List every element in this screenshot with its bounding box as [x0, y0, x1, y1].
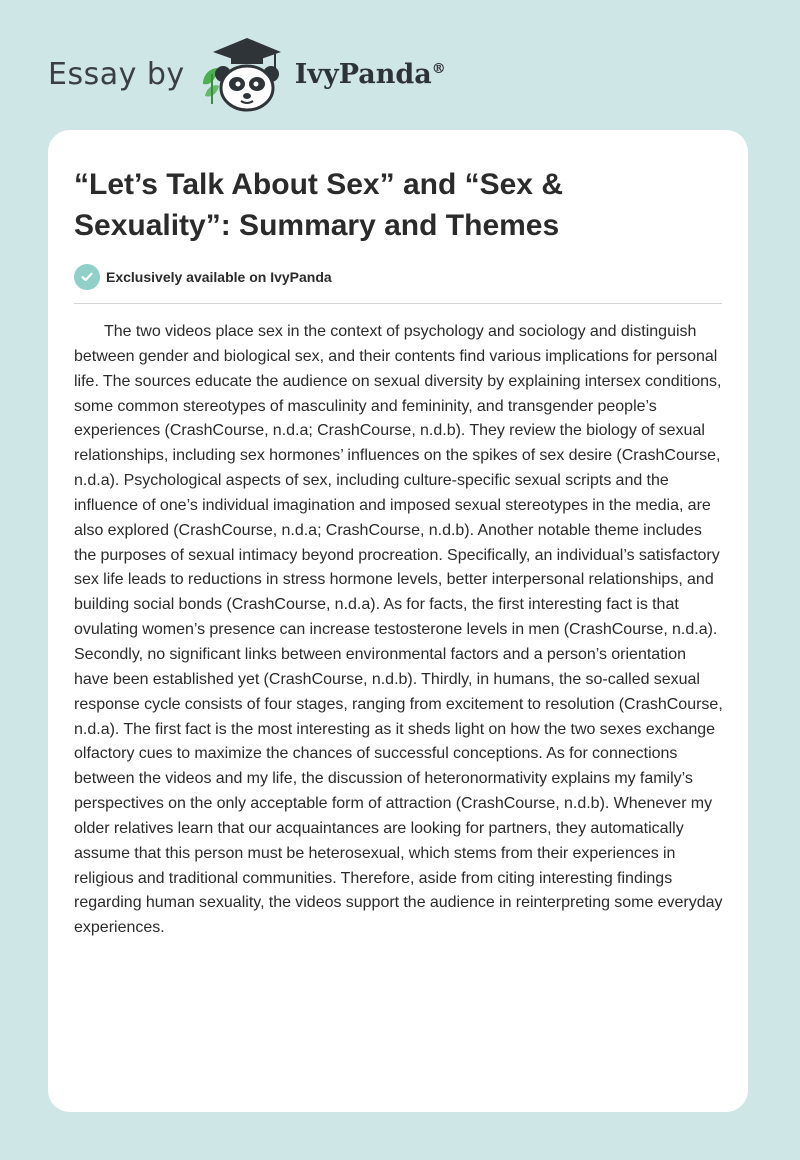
- essay-card: [48, 130, 748, 1112]
- badge-label: Exclusively available on IvyPanda: [106, 269, 332, 285]
- panda-graduate-icon: [199, 34, 289, 114]
- essay-paragraph: The two videos place sex in the context of psychology and sociology and distinguish between gender and biological sex, and their contents find various implications for personal life. The sources educate the audience on sexual diversity by explaining intersex conditions, some common stereotypes of masculinity and femininity, and transgender people’s experiences (CrashCourse, n.d.a; CrashCourse, n.d.b). They review the biology of sexual relationships, including sex hormones’ influences on the spikes of sex desire (CrashCourse, n.d.a). Psychological aspects of sex, including culture-specific sexual scripts and the influence of one’s individual imagination and imposed sexual stereotypes in the media, are also explored (CrashCourse, n.d.a; CrashCourse, n.d.b). Another notable theme includes the purposes of sexual intimacy beyond procreation. Specifically, an individual’s satisfactory sex life leads to reductions in stress hormone levels, better interpersonal relationships, and building social bonds (CrashCourse, n.d.a). As for facts, the first interesting fact is that ovulating women’s presence can increase testosterone levels in men (CrashCourse, n.d.a). Secondly, no significant links between environmental factors and a person’s orientation have been established yet (CrashCourse, n.d.b). Thirdly, in humans, the so-called sexual response cycle consists of four stages, ranging from excitement to resolution (CrashCourse, n.d.a). The first fact is the most interesting as it sheds light on how the two sexes exchange olfactory cues to maximize the chances of successful conceptions. As for connections between the videos and my life, the discussion of heteronormativity explains my family’s perspectives on the only acceptable form of attraction (CrashCourse, n.d.b). Whenever my older relatives learn that our acquaintances are looking for partners, they automatically assume that this person must be heterosexual, which stems from their experiences in religious and traditional communities. Therefore, aside from citing interesting findings regarding human sexuality, the videos support the audience in reinterpreting some everyday experiences.: [74, 323, 723, 937]
- brand-logo[interactable]: [48, 34, 446, 114]
- divider: [74, 303, 722, 304]
- check-circle-icon: [74, 264, 100, 290]
- essay-title: “Let’s Talk About Sex” and “Sex & Sexuality”: Summary and Themes: [74, 168, 563, 242]
- exclusive-badge: [74, 264, 332, 290]
- brand-prefix: Essay by: [48, 56, 185, 92]
- brand-name: IvyPanda®: [294, 58, 446, 90]
- registered-mark: ®: [431, 60, 446, 77]
